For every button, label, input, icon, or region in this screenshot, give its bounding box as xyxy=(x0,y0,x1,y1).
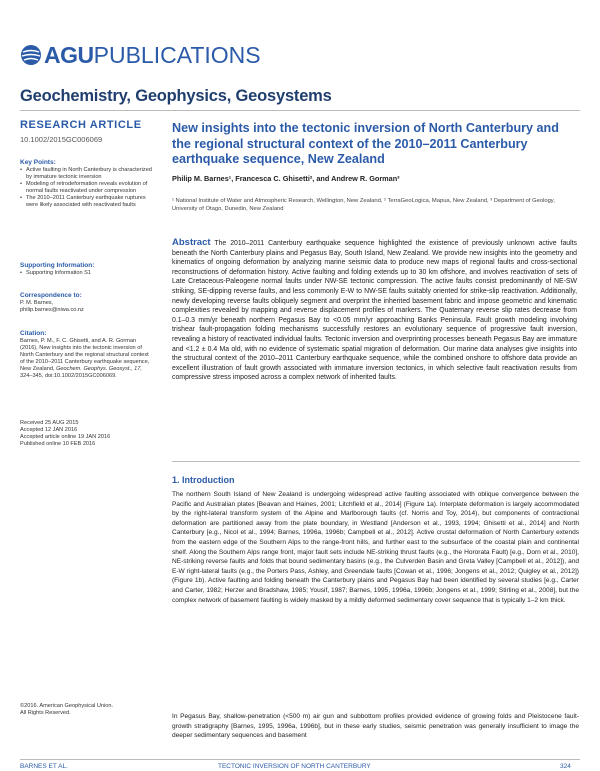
footer-authors: BARNES ET AL. xyxy=(20,763,68,770)
correspondence-heading: Correspondence to: xyxy=(20,292,82,299)
key-point-item: • Modeling of retrodeformation reveals evolution of normal faults reactivated under compression xyxy=(20,181,152,195)
agu-globe-icon xyxy=(20,44,42,66)
correspondence-email-link[interactable]: philip.barnes@niwa.co.nz xyxy=(20,307,84,313)
supporting-info-heading: Supporting Information: xyxy=(20,262,95,269)
intro-paragraph-1: The northern South Island of New Zealand is undergoing widespread active faulting associated with oblique convergence between the Pacific and Australian plates [Beavan and Haines, 2001; Litchfield et al., 2014] (Figure 1a). Interplate deformation is largely accommodated by the right-lateral transform system of the Alpine and Marlborough faults (cf. Norris and Toy, 2014), but components of contractional deformation are partitioned away from the plate boundary, in Westland [Anderson et al., 1993, 1994; Ghisetti et al., 2014] and North Canterbury [e.g., Nicol et al., 1994; Barnes, 1996a, 1996b; Campbell et al., 2012]. Active crustal deformation of North Canterbury extends from the eastern edge of the Southern Alps to the range-front hills, and further east to the subsurface of the coastal plain and continental shelf. Along the Southern Alps range front, major fault sets include NE-striking thrust faults (e.g., the Hororata Fault) [e.g., Dorn et al., 2010], NE-striking reverse faults and folds that bound sedimentary basins (e.g., the Culverden Basin and Greta Valley [Campbell et al., 2012]), and E-W right-lateral faults (e.g., the Porters Pass, Ashley, and Greendale faults [Cowan et al., 1996; Jongens et al., 2012; Quigley et al., 2012]) (Figure 1b). Active faulting and folding beneath the Canterbury plains and Pegasus Bay had been identified by several studies [e.g., Carter and Carter, 1982; Herzer and Bradshaw, 1985; Yousif, 1987; Barnes, 1995, 1996a, 1996b; Jongens et al., 1999; Stirling et al., 2008], but the complex network of basement faulting is widely masked by a mildly deformed sedimentary cover sequence that is typically 1–2 km thick. xyxy=(172,491,579,604)
rights-line: All Rights Reserved. xyxy=(20,710,71,716)
journal-title: Geochemistry, Geophysics, Geosystems xyxy=(20,87,332,105)
date-accepted: Accepted 12 JAN 2016 xyxy=(20,427,78,433)
correspondence-name: P. M. Barnes, xyxy=(20,300,54,306)
article-title: New insights into the tectonic inversion of North Canterbury and the regional structural context of the 2010–2011 Canterbury earthquake sequence, New Zealand xyxy=(172,121,559,166)
section-heading-introduction: 1. Introduction xyxy=(172,475,235,485)
footer-running-title: TECTONIC INVERSION OF NORTH CANTERBURY xyxy=(218,763,371,770)
copyright-line: ©2016. American Geophysical Union. xyxy=(20,703,114,709)
abstract-text: The 2010–2011 Canterbury earthquake sequence highlighted the existence of previously unknown active faults beneath the North Canterbury plains and Pegasus Bay, South Island, New Zealand. We provide new insights into the geometry and kinematics of ongoing deformation by analyzing marine seismic data to produce new maps of regional faults and cross-sectional reconstructions of deformation history. Active faulting and folding extends up to 30 km offshore, and involves reactivation of sets of Late Cretaceous-Paleogene normal faults under NW-SE tectonic compression. The active faults consist predominantly of NE-SW striking, SE-dipping reverse faults, and less commonly E-W to NW-SE faults suitably oriented for strike-slip reactivation. Additionally, newly developing reverse faults obliquely segment and overprint the inherited basement fabric and impose geometric and kinematic complexities revealed by mapping and reverse displacement profiles of markers. The Quaternary reverse slip rates decrease from 0.1–0.3 mm/yr beneath northern Pegasus Bay to <0.05 mm/yr approaching Banks Peninsula. Fault growth modeling involving trishear fault-propagation folding mechanisms successfully restores an evolutionary sequence of progressive fault inversion, revealing a history of reactivated individual faults. Tectonic inversion and overprinting processes beneath Pegasus Bay are immature and <1.2 ± 0.4 Ma old, with no evidence of systematic spatial migration of deformation. Our marine data analyses give insights into the structural context of the 2010–2011 Canterbury earthquake sequence, while the combined onshore to offshore data provide an excellent illustration of fault growth associated with immature inversion tectonics, in which selective fault reactivation results from compressive stress imposed across a complex network of inherited faults. xyxy=(172,240,577,382)
citation-text xyxy=(20,338,152,380)
key-points-list xyxy=(20,167,152,209)
supporting-info-link[interactable]: • Supporting Information S1 xyxy=(20,270,152,277)
article-type: RESEARCH ARTICLE xyxy=(20,119,142,131)
abstract-divider xyxy=(172,461,580,462)
date-accepted-online: Accepted article online 19 JAN 2016 xyxy=(20,434,111,440)
abstract-label: Abstract xyxy=(172,237,211,248)
citation-tail: 324–345, doi:10.1002/2015GC006069. xyxy=(20,373,117,379)
key-points-heading: Key Points: xyxy=(20,159,56,166)
agu-publications-logo xyxy=(20,42,261,68)
copyright-notice xyxy=(20,703,160,717)
date-received: Received 25 AUG 2015 xyxy=(20,420,79,426)
citation-journal: Geochem. Geophys. Geosyst., 17, xyxy=(56,366,142,372)
footer-divider xyxy=(20,759,580,760)
supporting-info-list xyxy=(20,270,152,277)
date-published: Published online 10 FEB 2016 xyxy=(20,441,96,447)
citation-heading: Citation: xyxy=(20,330,47,337)
article-dates xyxy=(20,420,160,448)
abstract xyxy=(172,238,577,383)
page-number: 324 xyxy=(560,763,571,770)
intro-paragraph-2: In Pegasus Bay, shallow-penetration (<500 m) air gun and subbottom profiles provided evidence of growing folds and Pleistocene fault-growth stratigraphy [Barnes, 1995, 1996a, 1996b], but in these early studies, seismic penetration was generally insufficient to image the deeper sedimentary sequences and basement xyxy=(172,713,579,740)
logo-publications-text: PUBLICATIONS xyxy=(93,41,261,68)
author-list: Philip M. Barnes¹, Francesca C. Ghisetti², and Andrew R. Gorman³ xyxy=(172,174,400,183)
logo-agu-text: AGU xyxy=(44,41,94,68)
article-doi[interactable]: 10.1002/2015GC006069 xyxy=(20,135,103,144)
key-point-item: • The 2010–2011 Canterbury earthquake ruptures were likely associated with reactivated faults xyxy=(20,195,152,209)
author-affiliations: ¹ National Institute of Water and Atmospheric Research, Wellington, New Zealand, ² TerraGeoLogica, Mapua, New Zealand, ³ Department of Geology, University of Otago, Dunedin, New Zealand xyxy=(172,198,555,212)
key-point-item: • Active faulting in North Canterbury is characterized by immature tectonic inversion xyxy=(20,167,152,181)
citation-body: Barnes, P. M., F. C. Ghisetti, and A. R. Gorman (2016), New insights into the tectonic inversion of North Canterbury and the regional structural context of the 2010–2011 Canterbury earthquake sequence, New Zealand, xyxy=(20,338,150,372)
header-divider xyxy=(20,110,580,111)
